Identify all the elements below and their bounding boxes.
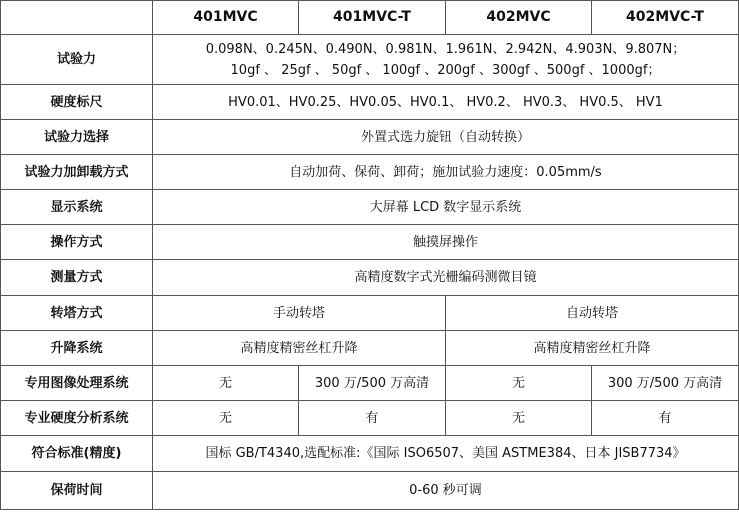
row-image-processing xyxy=(1,366,739,401)
row-label-hardness-scale: 硬度标尺 xyxy=(1,85,153,120)
display-system-value: 大屏幕 LCD 数字显示系统 xyxy=(153,190,739,225)
row-lifting xyxy=(1,331,739,366)
row-display-system xyxy=(1,190,739,225)
hardness-scale-value: HV0.01、HV0.25、HV0.05、HV0.1、 HV0.2、 HV0.3、 HV0.5、 HV1 xyxy=(153,85,739,120)
operation-value: 触摸屏操作 xyxy=(153,225,739,260)
row-measurement xyxy=(1,260,739,296)
row-label-operation: 操作方式 xyxy=(1,225,153,260)
test-force-gram-line: 10gf 、 25gf 、 50gf 、 100gf 、200gf 、300gf 、500gf 、1000gf； xyxy=(230,62,661,78)
header-model-401mvc: 401MVC xyxy=(153,1,299,35)
header-model-402mvc: 402MVC xyxy=(446,1,592,35)
row-label-lifting: 升降系统 xyxy=(1,331,153,366)
test-force-values xyxy=(153,35,739,85)
hardness-analysis-401mvc-t: 有 xyxy=(299,401,446,436)
row-label-test-force: 试验力 xyxy=(1,35,153,85)
row-turret xyxy=(1,296,739,331)
image-processing-402mvc: 无 xyxy=(446,366,592,401)
row-operation xyxy=(1,225,739,260)
row-hardness-analysis xyxy=(1,401,739,436)
row-label-loading-method: 试验力加卸载方式 xyxy=(1,155,153,190)
row-test-force xyxy=(1,35,739,85)
hardness-analysis-402mvc-t: 有 xyxy=(592,401,739,436)
dwell-time-value: 0-60 秒可调 xyxy=(153,472,739,510)
image-processing-401mvc-t: 300 万/500 万高清 xyxy=(299,366,446,401)
test-force-newton-line: 0.098N、0.245N、0.490N、0.981N、1.961N、2.942N、4.903N、9.807N； xyxy=(205,41,686,57)
header-corner-cell xyxy=(1,1,153,35)
loading-method-value: 自动加荷、保荷、卸荷；施加试验力速度：0.05mm/s xyxy=(153,155,739,190)
row-label-display-system: 显示系统 xyxy=(1,190,153,225)
row-dwell-time xyxy=(1,472,739,510)
lifting-right-value: 高精度精密丝杠升降 xyxy=(446,331,739,366)
row-hardness-scale xyxy=(1,85,739,120)
turret-auto-value: 自动转塔 xyxy=(446,296,739,331)
row-label-measurement: 测量方式 xyxy=(1,260,153,296)
row-label-force-selection: 试验力选择 xyxy=(1,120,153,155)
row-label-hardness-analysis: 专业硬度分析系统 xyxy=(1,401,153,436)
header-row xyxy=(1,1,739,35)
hardness-analysis-402mvc: 无 xyxy=(446,401,592,436)
header-model-402mvc-t: 402MVC-T xyxy=(592,1,739,35)
image-processing-401mvc: 无 xyxy=(153,366,299,401)
row-label-standard: 符合标准(精度) xyxy=(1,436,153,472)
row-label-dwell-time: 保荷时间 xyxy=(1,472,153,510)
hardness-analysis-401mvc: 无 xyxy=(153,401,299,436)
row-loading-method xyxy=(1,155,739,190)
force-selection-value: 外置式选力旋钮（自动转换） xyxy=(153,120,739,155)
turret-manual-value: 手动转塔 xyxy=(153,296,446,331)
standard-value: 国标 GB/T4340,选配标准:《国际 ISO6507、美国 ASTME384、日本 JISB7734》 xyxy=(153,436,739,472)
lifting-left-value: 高精度精密丝杠升降 xyxy=(153,331,446,366)
image-processing-402mvc-t: 300 万/500 万高清 xyxy=(592,366,739,401)
row-standard xyxy=(1,436,739,472)
measurement-value: 高精度数字式光栅编码测微目镜 xyxy=(153,260,739,296)
row-force-selection xyxy=(1,120,739,155)
row-label-image-processing: 专用图像处理系统 xyxy=(1,366,153,401)
row-label-turret: 转塔方式 xyxy=(1,296,153,331)
header-model-401mvc-t: 401MVC-T xyxy=(299,1,446,35)
